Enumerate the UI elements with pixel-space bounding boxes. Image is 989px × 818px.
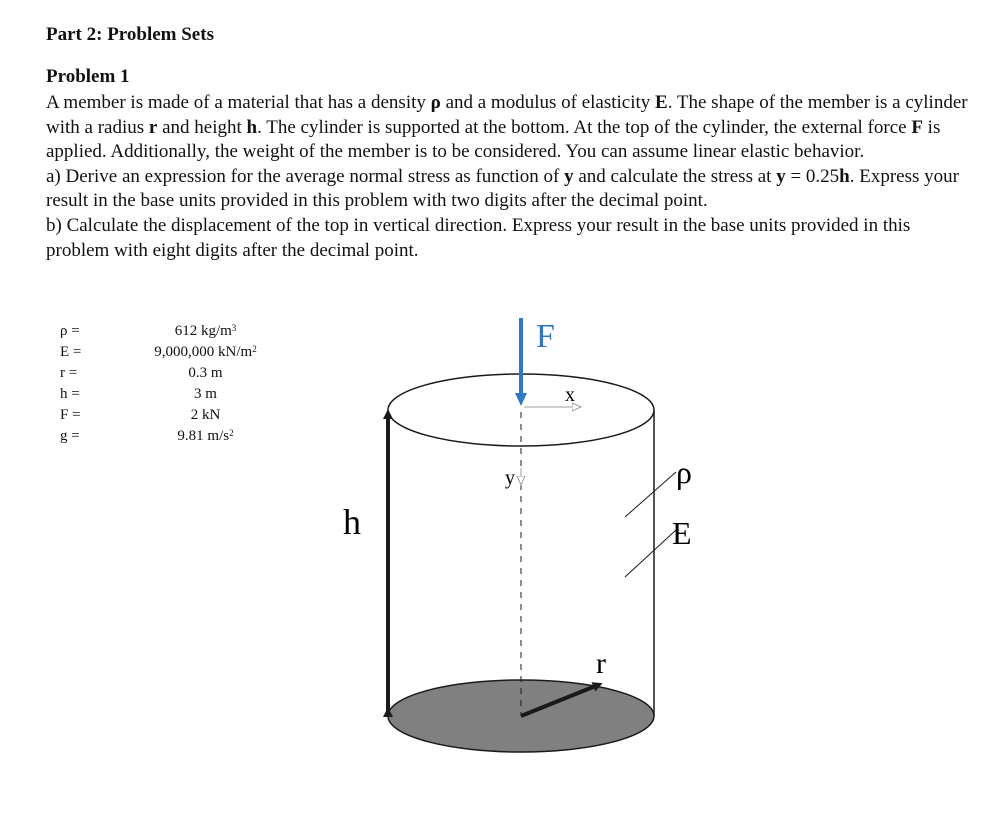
unit-exponent: 2 [229, 428, 234, 438]
height-label: h [343, 502, 361, 542]
force-label: F [536, 318, 555, 355]
given-value: 612 $kg/m^3$ [174, 323, 237, 339]
text-segment: b) Calculate the displacement of the top in vertical direction. Express your result in the base units provided in this problem with eight digits after the decimal point. [46, 214, 911, 261]
bold-symbol: h [246, 116, 258, 138]
text-segment: is applied. Additionally, the weight of the member is to be considered. You can assume linear elastic behavior. [46, 116, 941, 163]
problem-title: Problem 1 [46, 66, 130, 87]
given-symbol: F = [60, 407, 81, 423]
given-value: 0.3 m [188, 365, 223, 381]
given-symbol: E = [60, 344, 82, 360]
y-axis-label: y [505, 467, 515, 489]
given-symbol: r = [60, 365, 78, 381]
bold-symbol: E [655, 92, 668, 113]
bold-symbol: h [839, 165, 850, 187]
given-value: 3 m [194, 386, 217, 402]
bold-symbol: r [148, 116, 158, 138]
bold-symbol: y [564, 165, 574, 187]
text-segment: . Express your result in the base units provided in this problem with two digits after the decimal point. [46, 165, 959, 212]
given-symbol: ρ = [60, 323, 80, 339]
radius-label: r [596, 647, 606, 680]
text-segment: and height [157, 116, 247, 138]
given-symbol: h = [60, 386, 80, 402]
density-leader-line [625, 472, 676, 517]
text-segment: a) Derive an expression for the average normal stress as function of [46, 165, 565, 187]
given-value: 9,000,000 $kN/m^2$ [154, 344, 257, 360]
text-segment: . The shape of the member is a cylinder with a radius [46, 92, 968, 138]
part-title: Part 2: Problem Sets [46, 24, 214, 45]
given-value: 2 kN [190, 407, 221, 423]
modulus-leader-line [625, 530, 676, 577]
bold-symbol: y [776, 165, 786, 187]
text-segment: A member is made of a material that has a density [46, 92, 431, 113]
text-segment: and calculate the stress at [573, 165, 777, 187]
text-segment: = 0.25 [785, 165, 840, 187]
unit-exponent: 3 [231, 323, 237, 333]
bold-symbol: F [911, 116, 923, 138]
bold-symbol: ρ [430, 92, 441, 113]
given-symbol: g = [60, 428, 80, 444]
modulus-label: E [672, 515, 692, 551]
text-segment: . The cylinder is supported at the bottom. At the top of the cylinder, the external force [257, 116, 912, 138]
density-label: ρ [676, 454, 692, 490]
x-axis-label: x [565, 384, 575, 406]
text-segment: and a modulus of elasticity [440, 92, 656, 113]
given-value: 9.81 $m/s^2$ [177, 428, 234, 444]
unit-exponent: 2 [252, 344, 257, 354]
